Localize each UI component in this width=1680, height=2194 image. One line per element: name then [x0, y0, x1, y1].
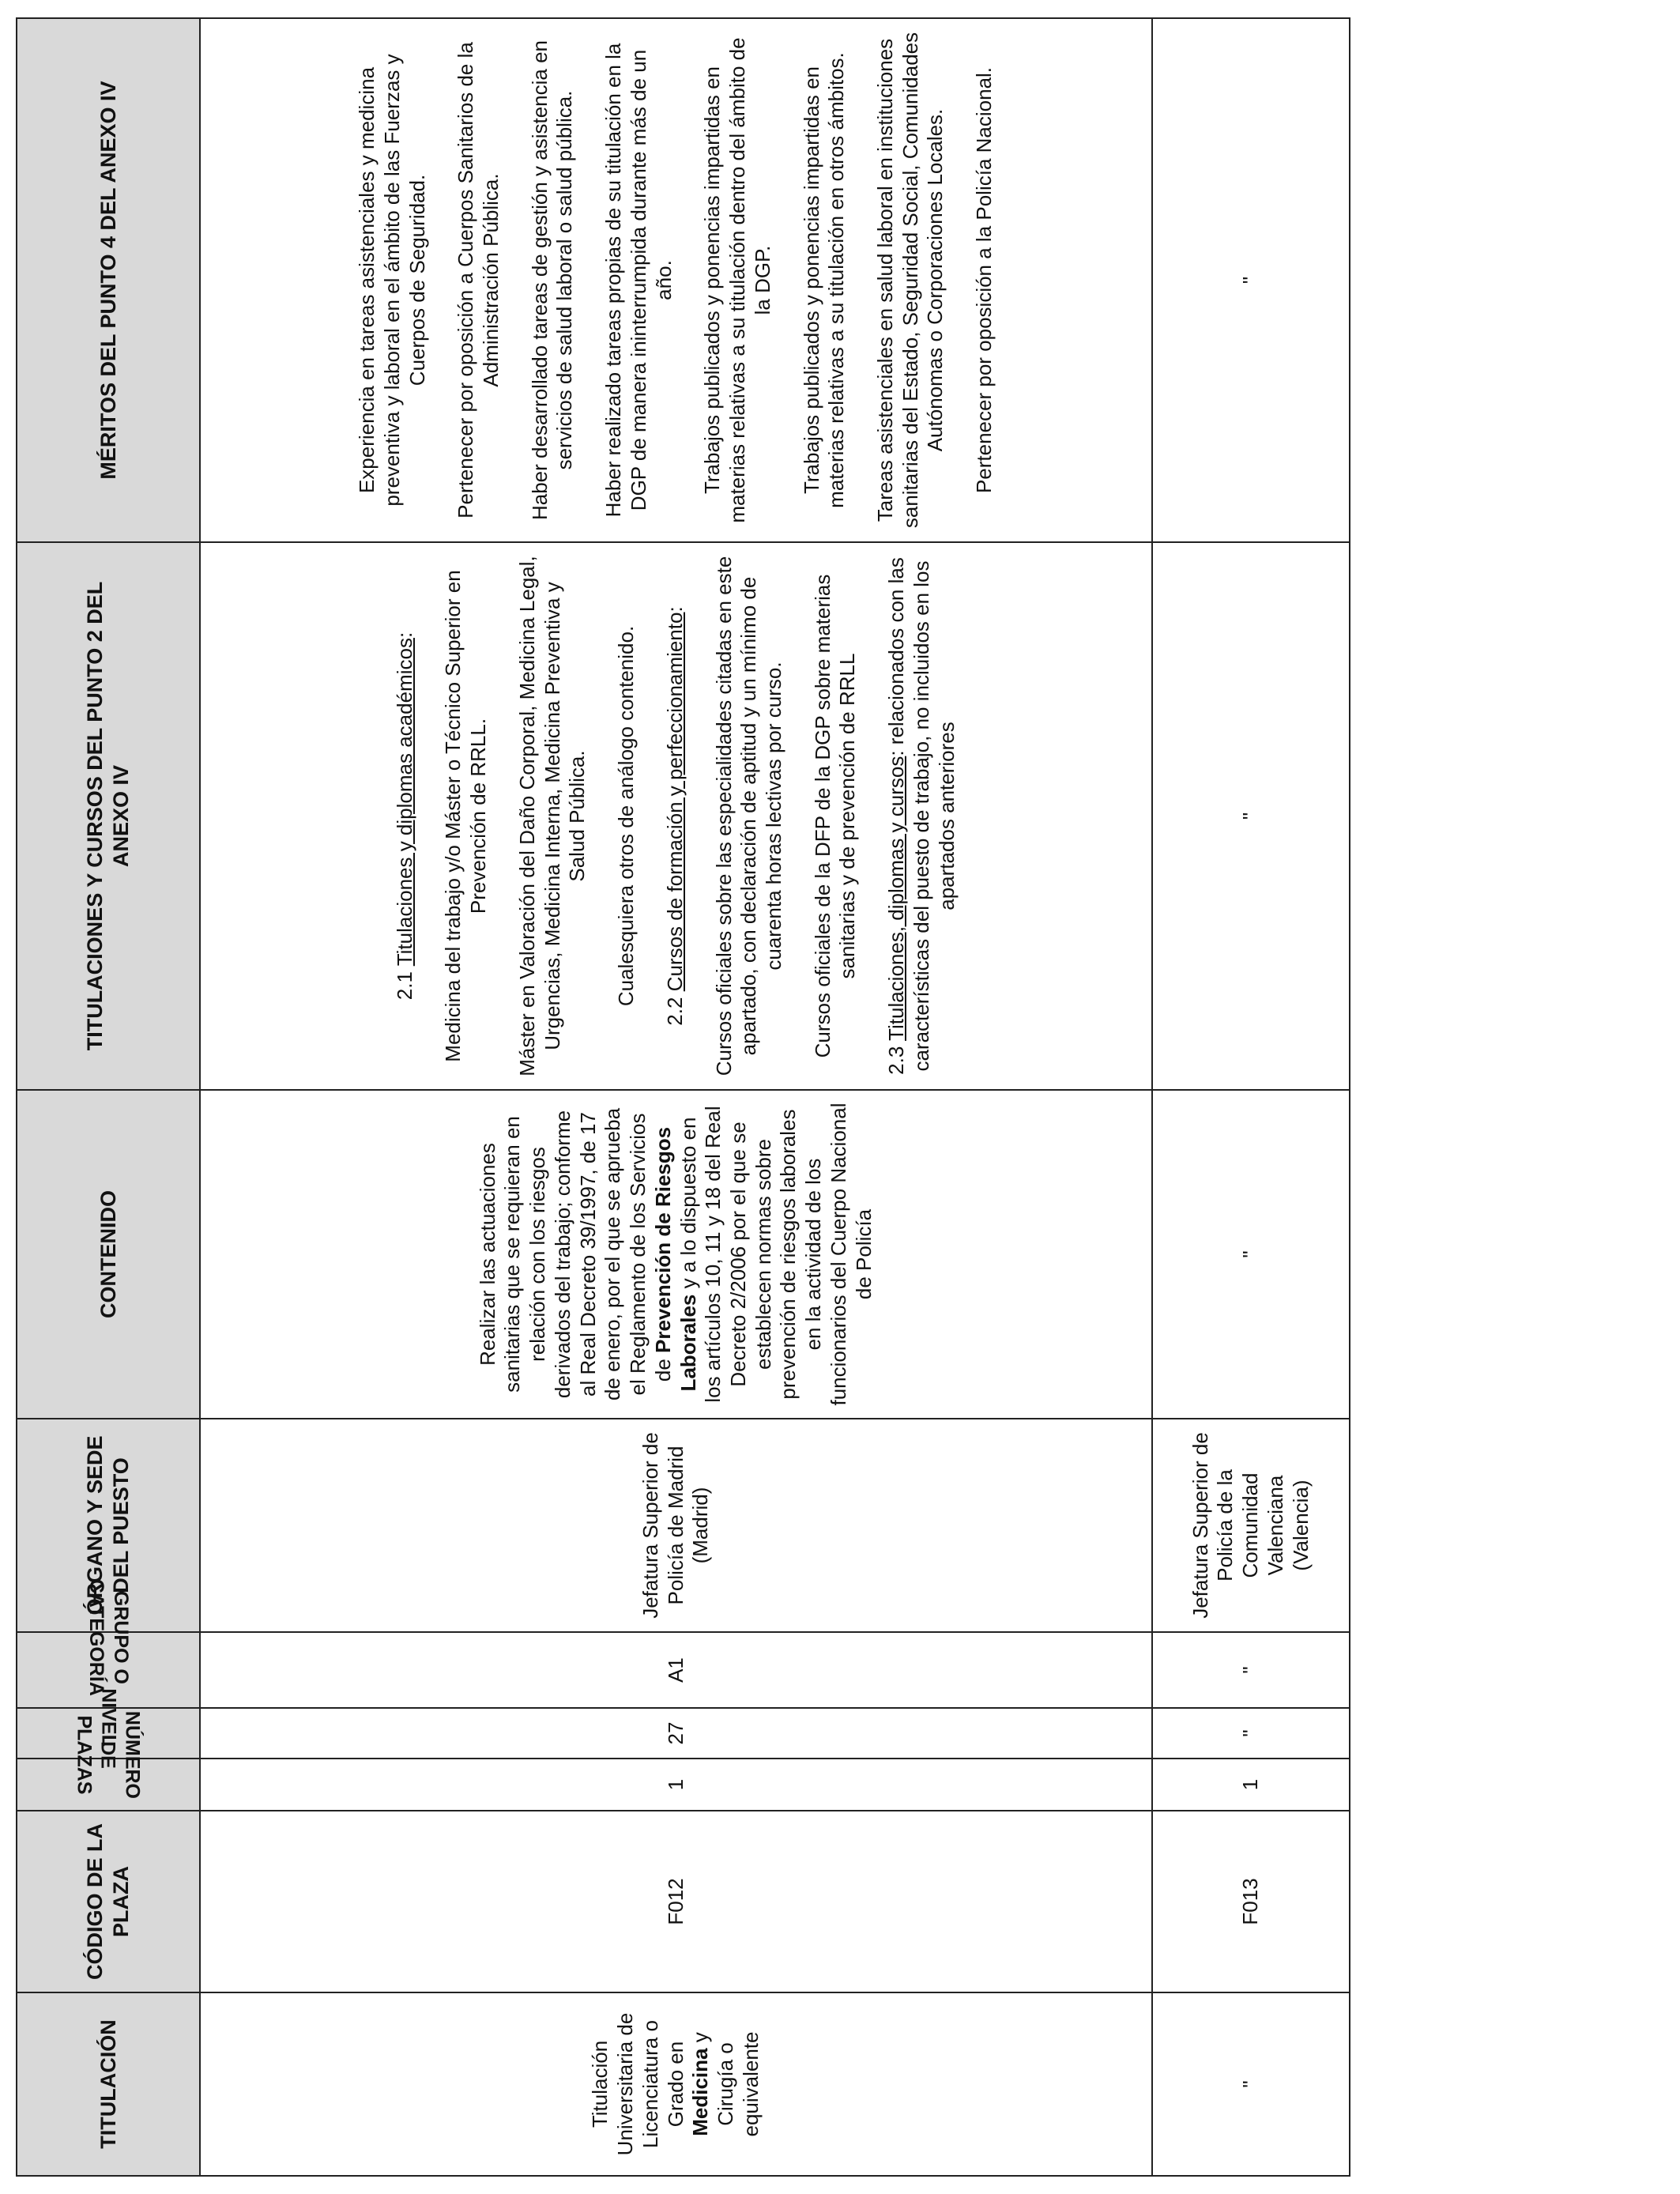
- header-titulaciones-cursos: TITULACIONES Y CURSOS DEL PUNTO 2 DEL ANEXO IV: [17, 542, 200, 1090]
- section-2-1-heading: 2.1 Titulaciones y diplomas académicos:: [392, 631, 416, 1001]
- cell-contenido: ": [1152, 1090, 1350, 1419]
- cell-codigo: F013: [1152, 1811, 1350, 1992]
- header-nivel: NIVEL: [17, 1708, 200, 1759]
- cell-grupo: ": [1152, 1632, 1350, 1708]
- cell-meritos: [200, 18, 1152, 542]
- cursos-item: Cursos oficiales sobre las especialidades citadas en este apartado, con declaración de aptitud y un mínimo de cuarenta horas lectivas por curso.: [711, 556, 785, 1076]
- cell-nivel: ": [1152, 1708, 1350, 1759]
- header-numero: NÚMERO DE PLAZAS: [17, 1759, 200, 1811]
- cell-grupo: A1: [200, 1632, 1152, 1708]
- section-2-3: 2.3 Titulaciones, diplomas y cursos: relacionados con las características del puesto de trabajo, no incluidos en los apartados anteriores: [884, 557, 959, 1075]
- merito-item: Pertenecer por oposición a Cuerpos Sanitarios de la Administración Pública.: [454, 42, 503, 518]
- header-contenido: CONTENIDO: [17, 1090, 200, 1419]
- header-row: [17, 18, 200, 2176]
- header-meritos: MÉRITOS DEL PUNTO 4 DEL ANEXO IV: [17, 18, 200, 542]
- cell-titulacion: ": [1152, 1992, 1350, 2176]
- cell-organo: Jefatura Superior de Policía de la Comunidad Valenciana (Valencia): [1152, 1419, 1350, 1632]
- titulaciones-item: Cualesquiera otros de análogo contenido.: [614, 625, 638, 1007]
- cell-contenido: Realizar las actuaciones sanitarias que se requieran en relación con los riesgos derivados del trabajo; conforme al Real Decreto 39/1997, de 17 de enero, por el que se aprueba el Reglamento de los Servicios de Prevención de Riesgos Laborales y a lo dispuesto en los artículos 10, 11 y 18 del Real Decreto 2/2006 por el que se establecen normas sobre prevención de riesgos laborales en la actividad de los funcionarios del Cuerpo Nacional de Policía: [200, 1090, 1152, 1419]
- cell-titulaciones-cursos: [200, 542, 1152, 1090]
- header-codigo: CÓDIGO DE LA PLAZA: [17, 1811, 200, 1992]
- merito-item: Tareas asistenciales en salud laboral en instituciones sanitarias del Estado, Seguridad Social, Comunidades Autónomas o Corporaciones Locales.: [872, 32, 947, 529]
- cell-organo: Jefatura Superior de Policía de Madrid (Madrid): [200, 1419, 1152, 1632]
- table-row: [1152, 18, 1350, 2176]
- cell-nivel: 27: [200, 1708, 1152, 1759]
- table-row: [200, 18, 1152, 2176]
- section-2-2-heading: 2.2 Cursos de formación y perfeccionamiento:: [662, 606, 687, 1026]
- cell-codigo: F012: [200, 1811, 1152, 1992]
- cursos-item: Cursos oficiales de la DFP de la DGP sobre materias sanitarias y de prevención de RRLL: [810, 574, 860, 1058]
- header-titulacion: TITULACIÓN: [17, 1992, 200, 2176]
- titulaciones-item: Máster en Valoración del Daño Corporal, Medicina Legal, Urgencias, Medicina Interna, Medicina Preventiva y Salud Pública.: [514, 556, 590, 1076]
- cell-numero: 1: [1152, 1759, 1350, 1811]
- cell-titulaciones-cursos: ": [1152, 542, 1350, 1090]
- merito-item: Trabajos publicados y ponencias impartidas en materias relativas a su titulación dentro del ámbito de la DGP.: [700, 37, 774, 523]
- merito-item: Experiencia en tareas asistenciales y medicina preventiva y laboral en el ámbito de las Fuerzas y Cuerpos de Seguridad.: [355, 54, 429, 507]
- cell-meritos: ": [1152, 18, 1350, 542]
- cell-titulacion: Titulación Universitaria de Licenciatura o Grado en Medicina y Cirugía o equivalente: [200, 1992, 1152, 2176]
- header-grupo: GRUPO O CATEGORÍA: [17, 1632, 200, 1708]
- plazas-table: [16, 17, 1350, 2177]
- merito-item: Pertenecer por oposición a la Policía Nacional.: [972, 66, 996, 494]
- header-organo: ÓRGANO Y SEDE DEL PUESTO: [17, 1419, 200, 1632]
- merito-item: Haber desarrollado tareas de gestión y asistencia en servicios de salud laboral o salud pública.: [527, 40, 577, 521]
- titulaciones-item: Medicina del trabajo y/o Máster o Técnico Superior en Prevención de RRLL.: [441, 570, 491, 1062]
- merito-item: Trabajos publicados y ponencias impartidas en materias relativas a su titulación en otros ámbitos.: [799, 52, 849, 508]
- cell-numero: 1: [200, 1759, 1152, 1811]
- merito-item: Haber realizado tareas propias de su titulación en la DGP de manera ininterrumpida durante más de un año.: [601, 43, 676, 518]
